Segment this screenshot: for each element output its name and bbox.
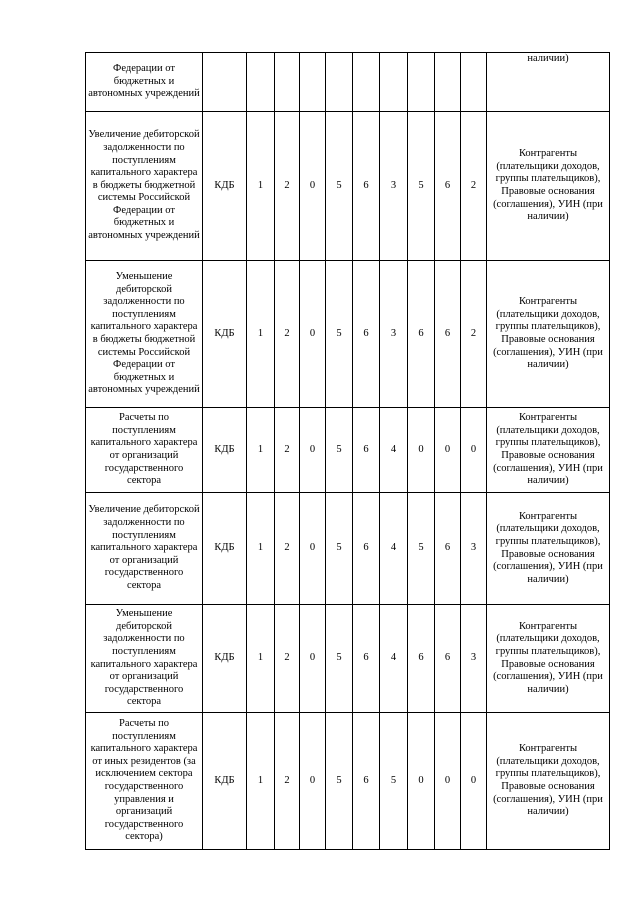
digit-cell: 0 <box>408 713 435 850</box>
digit-cell <box>435 53 461 112</box>
analytics-note-cell: Контрагенты (плательщики доходов, группы плательщиков), Правовые основания (соглашения), УИН (при наличии) <box>487 261 610 408</box>
accounts-table <box>85 52 610 850</box>
code-cell: КДБ <box>203 713 247 850</box>
digit-cell <box>353 53 380 112</box>
digit-cell: 6 <box>408 261 435 408</box>
digit-cell: 6 <box>435 112 461 261</box>
table-row <box>86 261 610 408</box>
digit-cell: 5 <box>326 605 353 713</box>
code-cell: КДБ <box>203 493 247 605</box>
digit-cell: 0 <box>461 713 487 850</box>
digit-cell: 0 <box>300 112 326 261</box>
digit-cell: 1 <box>247 713 275 850</box>
account-name-cell: Расчеты по поступлениям капитального характера от иных резидентов (за исключением сектора государственного управления и организаций государственного сектора) <box>86 713 203 850</box>
analytics-note-cell: наличии) <box>487 53 610 112</box>
digit-cell <box>300 53 326 112</box>
digit-cell: 0 <box>461 408 487 493</box>
digit-cell: 0 <box>435 713 461 850</box>
digit-cell: 2 <box>275 713 300 850</box>
digit-cell: 2 <box>275 493 300 605</box>
digit-cell: 5 <box>326 493 353 605</box>
code-cell: КДБ <box>203 261 247 408</box>
digit-cell: 3 <box>461 605 487 713</box>
digit-cell: 6 <box>353 112 380 261</box>
digit-cell <box>275 53 300 112</box>
account-name-cell: Уменьшение дебиторской задолженности по поступлениям капитального характера в бюджеты бюджетной системы Российской Федерации от бюджетных и автономных учреждений <box>86 261 203 408</box>
digit-cell: 0 <box>300 408 326 493</box>
table-row <box>86 493 610 605</box>
table-row <box>86 53 610 112</box>
digit-cell: 0 <box>300 493 326 605</box>
digit-cell: 6 <box>353 408 380 493</box>
digit-cell: 3 <box>380 112 408 261</box>
digit-cell: 6 <box>435 605 461 713</box>
digit-cell: 5 <box>326 408 353 493</box>
digit-cell <box>461 53 487 112</box>
digit-cell: 0 <box>300 261 326 408</box>
digit-cell: 5 <box>326 112 353 261</box>
digit-cell: 6 <box>408 605 435 713</box>
digit-cell: 6 <box>353 713 380 850</box>
analytics-note-cell: Контрагенты (плательщики доходов, группы плательщиков), Правовые основания (соглашения), УИН (при наличии) <box>487 605 610 713</box>
digit-cell: 4 <box>380 605 408 713</box>
table-row <box>86 112 610 261</box>
analytics-note-cell: Контрагенты (плательщики доходов, группы плательщиков), Правовые основания (соглашения), УИН (при наличии) <box>487 408 610 493</box>
code-cell: КДБ <box>203 112 247 261</box>
account-name-cell: Федерации от бюджетных и автономных учреждений <box>86 53 203 112</box>
table-row <box>86 408 610 493</box>
digit-cell: 6 <box>435 261 461 408</box>
analytics-note-cell: Контрагенты (плательщики доходов, группы плательщиков), Правовые основания (соглашения), УИН (при наличии) <box>487 493 610 605</box>
digit-cell: 5 <box>380 713 408 850</box>
digit-cell <box>326 53 353 112</box>
digit-cell: 6 <box>353 605 380 713</box>
digit-cell: 4 <box>380 493 408 605</box>
digit-cell: 1 <box>247 493 275 605</box>
account-name-cell: Уменьшение дебиторской задолженности по поступлениям капитального характера от организаций государственного сектора <box>86 605 203 713</box>
digit-cell <box>408 53 435 112</box>
digit-cell: 0 <box>435 408 461 493</box>
code-cell: КДБ <box>203 408 247 493</box>
digit-cell: 6 <box>353 261 380 408</box>
table-row <box>86 713 610 850</box>
digit-cell: 2 <box>275 408 300 493</box>
digit-cell: 0 <box>300 713 326 850</box>
code-cell: КДБ <box>203 605 247 713</box>
digit-cell: 3 <box>380 261 408 408</box>
digit-cell: 5 <box>408 112 435 261</box>
digit-cell <box>380 53 408 112</box>
digit-cell: 2 <box>275 112 300 261</box>
digit-cell <box>247 53 275 112</box>
digit-cell: 6 <box>353 493 380 605</box>
digit-cell: 1 <box>247 408 275 493</box>
digit-cell: 1 <box>247 605 275 713</box>
digit-cell: 0 <box>300 605 326 713</box>
digit-cell: 3 <box>461 493 487 605</box>
analytics-note-cell: Контрагенты (плательщики доходов, группы плательщиков), Правовые основания (соглашения), УИН (при наличии) <box>487 112 610 261</box>
digit-cell: 5 <box>408 493 435 605</box>
table-row <box>86 605 610 713</box>
digit-cell: 1 <box>247 112 275 261</box>
digit-cell: 5 <box>326 261 353 408</box>
digit-cell: 2 <box>461 112 487 261</box>
digit-cell: 5 <box>326 713 353 850</box>
analytics-note-cell: Контрагенты (плательщики доходов, группы плательщиков), Правовые основания (соглашения), УИН (при наличии) <box>487 713 610 850</box>
digit-cell: 2 <box>275 605 300 713</box>
digit-cell: 4 <box>380 408 408 493</box>
account-name-cell: Расчеты по поступлениям капитального характера от организаций государственного сектора <box>86 408 203 493</box>
digit-cell: 0 <box>408 408 435 493</box>
digit-cell: 6 <box>435 493 461 605</box>
digit-cell: 1 <box>247 261 275 408</box>
code-cell <box>203 53 247 112</box>
account-name-cell: Увеличение дебиторской задолженности по поступлениям капитального характера от организаций государственного сектора <box>86 493 203 605</box>
account-name-cell: Увеличение дебиторской задолженности по поступлениям капитального характера в бюджеты бюджетной системы Российской Федерации от бюджетных и автономных учреждений <box>86 112 203 261</box>
digit-cell: 2 <box>461 261 487 408</box>
digit-cell: 2 <box>275 261 300 408</box>
